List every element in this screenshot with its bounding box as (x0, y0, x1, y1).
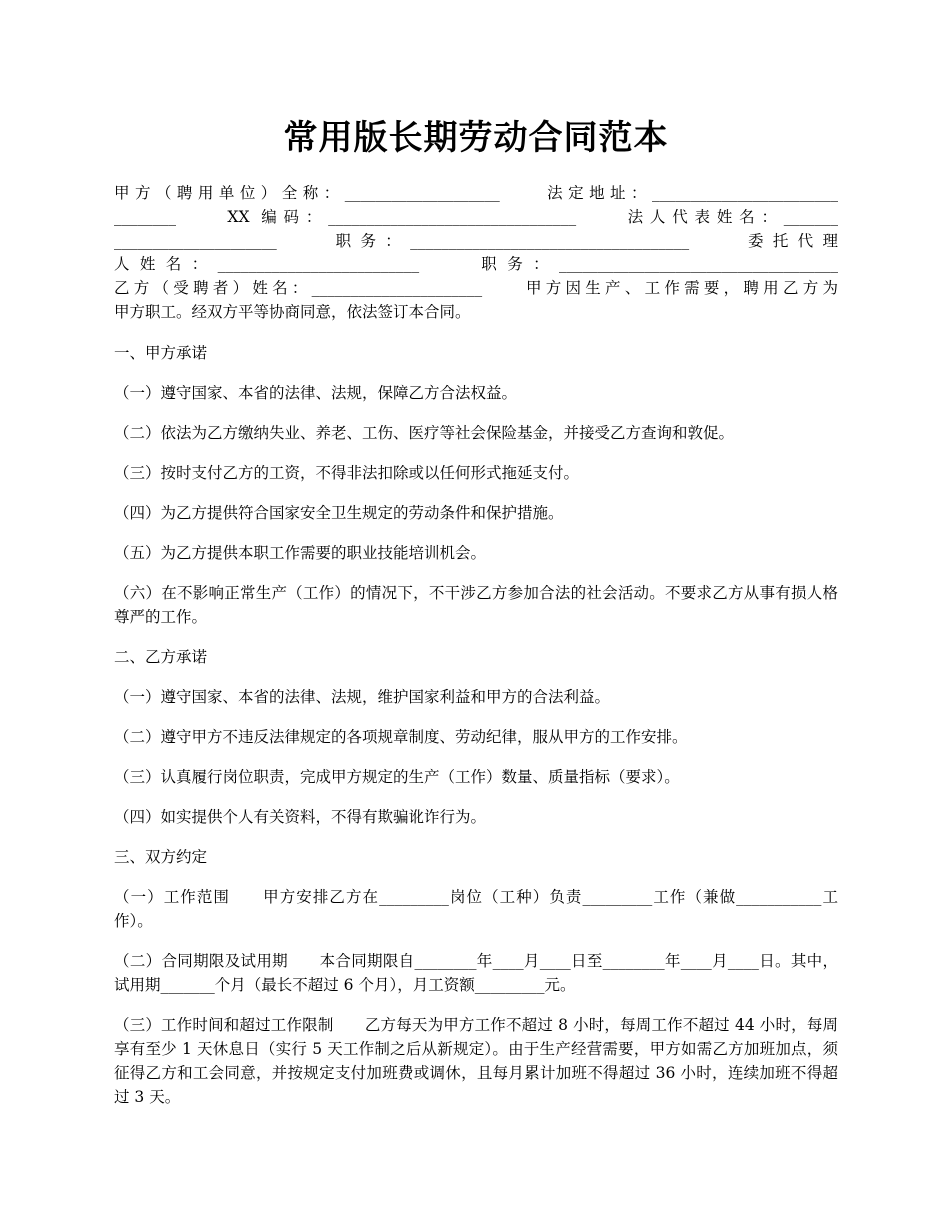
clause-paragraph: （二）合同期限及试用期 本合同期限自________年____月____日至________年____月____日。其中，试用期_______个月（最长不超过 6 个月），月工资额_________元。 (114, 951, 838, 994)
intro-line: 乙方（受聘者）姓名：______________________ 甲方因生产、工作需要，聘用乙方为 (114, 279, 838, 298)
party-info-block (114, 182, 838, 325)
clause-paragraph: （三）工作时间和超过工作限制 乙方每天为甲方工作不超过 8 小时，每周工作不超过 44 小时，每周享有至少 1 天休息日（实行 5 天工作制之后从新规定）。由于生产经营需要，甲方如需乙方加班加点，须征得乙方和工会同意，并按规定支付加班费或调休，且每月累计加班不得超过 36 小时，连续加班不得超过 3 天。 (114, 1015, 838, 1106)
section-heading: 一、甲方承诺 (114, 343, 208, 362)
clause-paragraph: （一）遵守国家、本省的法律、法规，维护国家利益和甲方的合法利益。 (114, 687, 611, 706)
clause-paragraph: （三）按时支付乙方的工资，不得非法扣除或以任何形式拖延支付。 (114, 463, 580, 482)
clause-paragraph: （四）为乙方提供符合国家安全卫生规定的劳动条件和保护措施。 (114, 503, 564, 522)
document-title: 常用版长期劳动合同范本 (283, 118, 669, 158)
clause-paragraph: （四）如实提供个人有关资料，不得有欺骗讹诈行为。 (114, 807, 487, 826)
intro-line: ________ XX 编码：________________________________ 法人代表姓名：_______ (114, 207, 838, 226)
clause-paragraph: （二）遵守甲方不违反法律规定的各项规章制度、劳动纪律，服从甲方的工作安排。 (114, 727, 688, 746)
clause-paragraph: （六）在不影响正常生产（工作）的情况下，不干涉乙方参加合法的社会活动。不要求乙方从事有损人格尊严的工作。 (114, 583, 838, 626)
intro-line: 人姓名：__________________________ 职务：____________________________________ (114, 255, 838, 274)
section-heading: 三、双方约定 (114, 847, 208, 866)
intro-line: 甲方职工。经双方平等协商同意，依法签订本合同。 (114, 302, 471, 321)
clause-paragraph: （一）遵守国家、本省的法律、法规，保障乙方合法权益。 (114, 383, 518, 402)
intro-line: _____________________ 职务：____________________________________ 委托代理 (114, 231, 838, 250)
clause-paragraph: （三）认真履行岗位职责，完成甲方规定的生产（工作）数量、质量指标（要求）。 (114, 767, 680, 786)
section-heading: 二、乙方承诺 (114, 647, 208, 666)
clause-paragraph: （二）依法为乙方缴纳失业、养老、工伤、医疗等社会保险基金，并接受乙方查询和敦促。 (114, 423, 735, 442)
intro-line: 甲方（聘用单位）全称：____________________ 法定地址：________________________ (114, 184, 838, 202)
clause-paragraph: （五）为乙方提供本职工作需要的职业技能培训机会。 (114, 543, 487, 562)
clause-paragraph: （一）工作范围 甲方安排乙方在_________岗位（工种）负责_________工作（兼做___________工作）。 (114, 887, 838, 930)
